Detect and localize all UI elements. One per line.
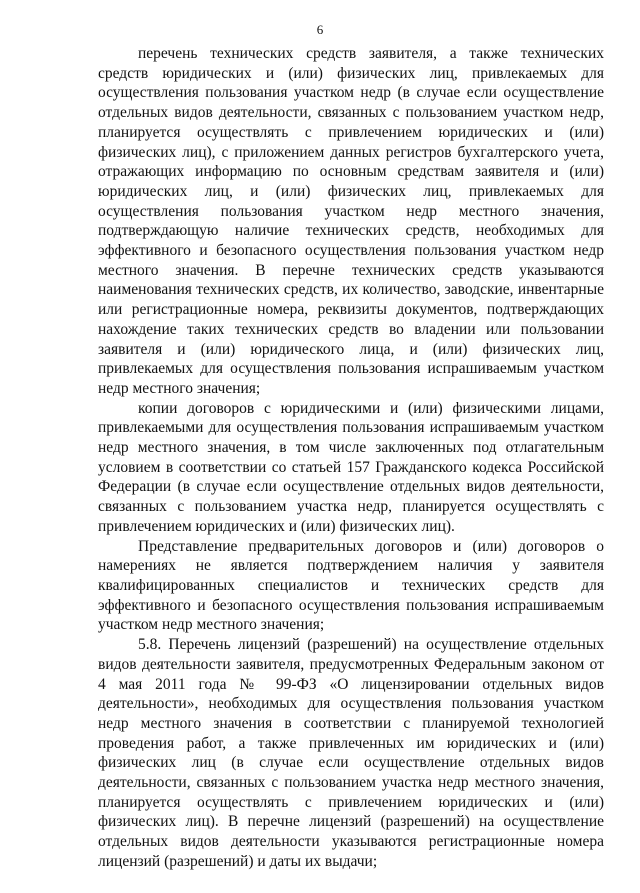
paragraph-licenses-list: 5.8. Перечень лицензий (разрешений) на осуществление отдельных видов деятельности заявителя, предусмотренных Федеральным законом от 4 мая 2011 года № 99-ФЗ «О лицензировании отдельных видов деятельности», необходимых для осуществления пользования участком недр местного значения в соответствии с планируемой технологией проведения работ, а также привлеченных им юридических и (или) физических лиц (в случае если осуществление отдельных видов деятельности, связанных с пользованием участка недр местного значения, планируется осуществлять с привлечением юридических и (или) физических лиц). В перечне лицензий (разрешений) на осуществление отдельных видов деятельности указываются регистрационные номера лицензий (разрешений) и даты их выдачи;: [98, 636, 604, 870]
page-number: 6: [316, 22, 324, 37]
paragraph-technical-means-list: перечень технических средств заявителя, а также технических средств юридических и (или) физических лиц, привлекаемых для осуществления пользования участком недр (в случае если осуществление отдельных видов деятельности, связанных с пользованием участком недр, планируется осуществлять с привлечением юридических и (или) физических лиц), с приложением данных регистров бухгалтерского учета, отражающих информацию по основным средствам заявителя и (или) юридических лиц, и (или) физических лиц, привлекаемых для осуществления пользования участком недр местного значения, подтверждающую наличие технических средств, необходимых для эффективного и безопасного осуществления пользования участком недр местного значения. В перечне технических средств указываются наименования технических средств, их количество, заводские, инвентарные или регистрационные номера, реквизиты документов, подтверждающих нахождение таких технических средств во владении или пользовании заявителя и (или) юридического лица, и (или) физических лиц, привлекаемых для осуществления пользования испрашиваемым участком недр местного значения;: [98, 45, 604, 397]
document-body: [98, 44, 604, 872]
paragraph-preliminary-contracts: Представление предварительных договоров и (или) договоров о намерениях не является подтверждением наличия у заявителя квалифицированных специалистов и технических средств для эффективного и безопасного осуществления пользования испрашиваемым участком недр местного значения;: [98, 537, 604, 634]
paragraph-contract-copies: копии договоров с юридическими и (или) физическими лицами, привлекаемыми для осуществления пользования испрашиваемым участком недр местного значения, в том числе заключенных под отлагательным условием в соответствии со статьей 157 Гражданского кодекса Российской Федерации (в случае если осуществление отдельных видов деятельности, связанных с пользованием участка недр, планируется осуществлять с привлечением юридических и (или) физических лиц).: [98, 399, 604, 535]
